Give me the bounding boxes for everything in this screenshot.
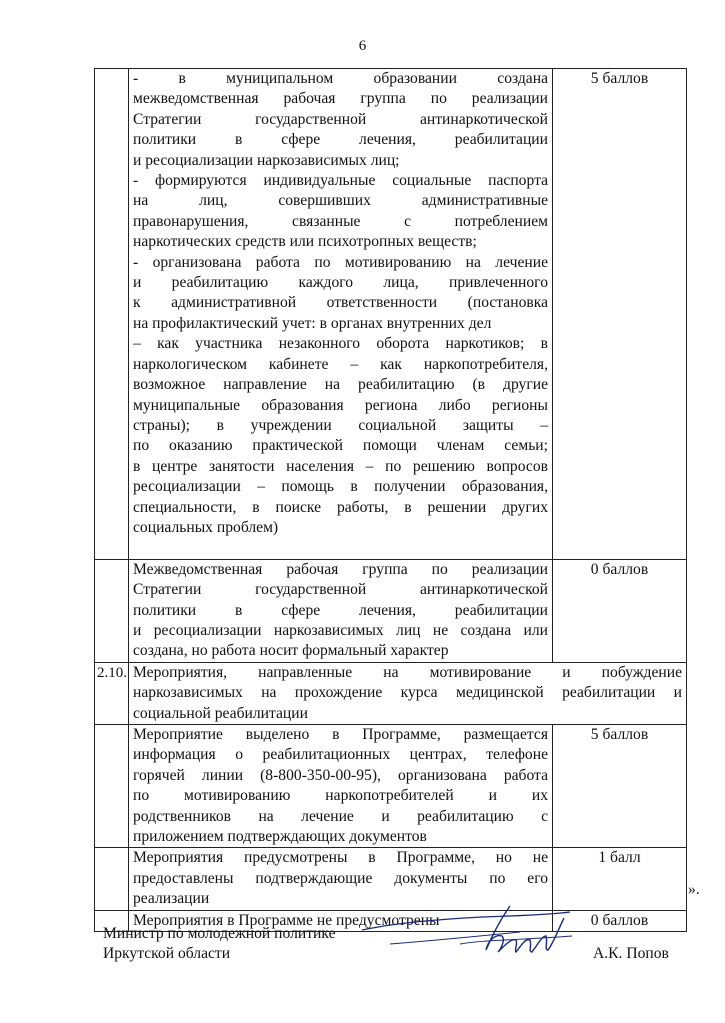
blank-line: [133, 538, 548, 558]
description-line: родственников на лечение и реабилитацию с: [133, 807, 548, 825]
item-title-line: социальной реабилитации: [133, 704, 308, 722]
criterion-description: [129, 559, 553, 662]
table-row: [95, 559, 687, 662]
description-line: Стратегии государственной антинаркотической: [133, 110, 548, 128]
criterion-description: [129, 69, 553, 560]
number-cell: [95, 69, 129, 560]
description-line: и ресоциализации наркозависимых лиц;: [133, 151, 400, 169]
criterion-description: [129, 725, 553, 848]
description-line: горячей линии (8-800-350-00-95), организована работа: [133, 766, 548, 784]
item-number: 2.10.: [95, 662, 129, 724]
description-line: наркотических средств или психотропных веществ;: [133, 233, 477, 251]
description-line: - в муниципальном образовании создана: [133, 70, 548, 87]
signatory-title-line: Иркутской области: [103, 945, 231, 963]
number-cell: [95, 725, 129, 848]
description-line: социальных проблем): [133, 518, 279, 536]
description-line: на профилактический учет: в органах внутренних дел: [133, 314, 492, 332]
number-cell: [95, 848, 129, 910]
description-line: - формируются индивидуальные социальные паспорта: [133, 172, 548, 190]
description-line: по мотивированию наркопотребителей и их: [133, 787, 548, 805]
description-line: Межведомственная рабочая группа по реализации: [133, 560, 548, 578]
table-row: [95, 69, 687, 560]
item-title-line: наркозависимых на прохождение курса медицинской реабилитации и: [133, 684, 682, 702]
signatory-title: [103, 924, 336, 965]
score-cell: 5 баллов: [553, 725, 687, 848]
description-line: Мероприятия предусмотрены в Программе, но не: [133, 849, 548, 867]
description-line: к административной ответственности (постановка: [133, 294, 548, 312]
page-number: 6: [358, 38, 367, 54]
description-line: и реабилитацию каждого лица, привлеченного: [133, 274, 548, 292]
description-line: специальности, в поиске работы, в решении других: [133, 498, 548, 516]
description-line: возможное направление на реабилитацию (в другие: [133, 376, 548, 394]
description-line: на лиц, совершивших административные: [133, 192, 548, 210]
score-cell: 1 балл: [553, 848, 687, 910]
item-title-line: Мероприятия, направленные на мотивирование и побуждение: [133, 663, 682, 681]
description-line: политики в сфере лечения, реабилитации: [133, 601, 548, 619]
description-line: реализации: [133, 890, 210, 908]
description-line: – как участника незаконного оборота наркотиков; в: [133, 335, 548, 353]
description-line: ресоциализации – помощь в получении образования,: [133, 478, 548, 496]
description-line: страны); в учреждении социальной защиты –: [133, 416, 548, 434]
description-line: по оказанию практической помощи членам семьи;: [133, 437, 548, 455]
description-line: политики в сфере лечения, реабилитации: [133, 131, 548, 149]
score-cell: 0 баллов: [553, 559, 687, 662]
description-line: Мероприятия в Программе не предусмотрены: [133, 911, 440, 929]
description-line: и ресоциализации наркозависимых лиц не создана или: [133, 621, 548, 639]
description-line: приложением подтверждающих документов: [133, 828, 427, 846]
description-line: создана, но работа носит формальный характер: [133, 642, 449, 660]
table-row: [95, 662, 687, 724]
number-cell: [95, 559, 129, 662]
score-cell: 5 баллов: [553, 69, 687, 560]
description-line: Мероприятие выделено в Программе, размещается: [133, 726, 548, 743]
description-line: Стратегии государственной антинаркотической: [133, 581, 548, 599]
criteria-table: [94, 68, 687, 932]
description-line: правонарушения, связанные с потреблением: [133, 212, 548, 230]
score-cell: 0 баллов: [553, 910, 687, 931]
closing-quote: ».: [688, 881, 700, 898]
signatory-title-line: Министр по молодежной политике: [103, 925, 336, 942]
signature-image: [360, 900, 580, 970]
description-line: наркологическом кабинете – как наркопотребителя,: [133, 355, 548, 373]
description-line: муниципальные образования региона либо регионы: [133, 396, 548, 414]
description-line: предоставлены подтверждающие документы по его: [133, 869, 548, 887]
table-row: [95, 725, 687, 848]
description-line: в центре занятости населения – по решению вопросов: [133, 457, 548, 475]
description-line: - организована работа по мотивированию на лечение: [133, 253, 548, 271]
description-line: межведомственная рабочая группа по реализации: [133, 90, 548, 108]
item-title: [129, 662, 687, 724]
description-line: информация о реабилитационных центрах, телефоне: [133, 746, 548, 764]
signatory-name: А.К. Попов: [593, 945, 669, 962]
